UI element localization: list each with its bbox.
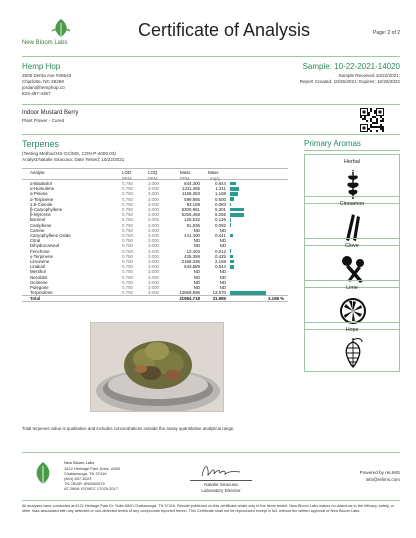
aroma-card-hops: [304, 322, 400, 372]
lab-logo: [22, 16, 102, 52]
loq-cell: 3.000: [148, 274, 159, 280]
lod-cell: 0.750: [122, 191, 133, 197]
concentration-bar: [230, 192, 238, 196]
lod-cell: 0.750: [122, 181, 133, 186]
aroma-label: Lime: [346, 285, 358, 291]
total-percent: 3.198 %: [268, 296, 285, 302]
document-title: Certificate of Analysis: [137, 20, 311, 40]
aroma-label: Herbal: [344, 159, 360, 165]
analyte-cell: Fenchone: [30, 248, 50, 254]
analyte-cell: β-Caryophyllene: [30, 207, 63, 212]
lod-cell: 0.750: [122, 186, 133, 192]
total-label: Total: [30, 296, 41, 302]
lab-accreditation: AT-2868: ISO/IEC 17025:2017: [64, 486, 118, 491]
sample-id: Sample: 10-22-2021-14020: [302, 62, 400, 71]
concentration-bar: [230, 197, 234, 201]
mass-mg-cell: 0.092: [215, 222, 226, 228]
lod-cell: 0.750: [122, 253, 133, 259]
lod-cell: 0.750: [122, 274, 133, 280]
mass-ppm-cell: ND: [193, 279, 200, 285]
mass-mg-cell: 1.311: [215, 186, 226, 192]
mass-ppm-cell: 91.836: [186, 222, 200, 228]
mass-mg-cell: 0.600: [215, 196, 226, 202]
concentration-bar: [230, 249, 231, 253]
loq-cell: 3.000: [148, 201, 159, 207]
loq-cell: 3.000: [148, 233, 159, 238]
mass-mg-cell: 5.255: [215, 212, 226, 218]
lod-cell: 0.750: [122, 222, 133, 228]
analyte-cell: Menthol: [30, 269, 46, 275]
table-header: [22, 168, 288, 180]
divider: [22, 500, 400, 501]
mass-ppm-cell: 425.369: [184, 253, 200, 259]
mass-ppm-cell: ND: [193, 285, 200, 290]
mass-ppm-cell: 441.490: [184, 233, 200, 238]
concentration-bar: [230, 208, 244, 212]
leaf-logo-icon: [50, 18, 72, 38]
mass-ppm-cell: ND: [193, 274, 200, 280]
mass-ppm-cell: 844.300: [184, 181, 200, 186]
analyte-cell: Limonene: [30, 259, 50, 264]
mass-mg-cell: 0.012: [215, 248, 226, 254]
analyte-cell: α-Pinene: [30, 191, 48, 197]
relims-email[interactable]: info@relims.com: [365, 477, 400, 482]
loq-cell: 3.000: [148, 253, 159, 259]
mass-mg-cell: ND: [219, 279, 226, 285]
analyte-cell: α-Humulene: [30, 186, 55, 192]
mass-mg-cell: 0.083: [215, 201, 226, 207]
loq-cell: 3.000: [148, 227, 159, 233]
mass-ppm-cell: 83.189: [186, 201, 200, 207]
signer-name: Natalie Siracusa: [204, 482, 238, 487]
analyte-cell: γ-Terpinene: [30, 253, 53, 259]
lab-phone: (844) 837-8223: [64, 476, 92, 481]
lab-city: Chattanooga, TN 37416: [64, 471, 107, 476]
product-type: Plant Flower - Cured: [22, 118, 65, 123]
concentration-bar: [230, 234, 233, 238]
loq-cell: 3.000: [148, 238, 159, 244]
lod-cell: 0.750: [122, 227, 133, 233]
total-mg: 31.985: [212, 296, 226, 302]
lab-address: 1612 Heritage Park Drive, A500: [64, 466, 121, 471]
loq-cell: 3.000: [148, 207, 159, 212]
mass-ppm-cell: 1311.365: [182, 186, 200, 192]
lod-cell: 0.750: [122, 238, 133, 244]
sample-photo: [90, 322, 224, 412]
mass-mg-cell: ND: [219, 243, 226, 249]
concentration-bar: [230, 218, 231, 222]
loq-cell: 3.000: [148, 269, 159, 275]
mass-mg-cell: 1.168: [215, 191, 226, 197]
signer-title: Laboratory Director: [201, 488, 241, 493]
analyte-cell: Nerolidol: [30, 274, 48, 280]
qr-code-icon[interactable]: [360, 108, 384, 132]
loq-cell: 3.000: [148, 279, 159, 285]
loq-cell: 3.000: [148, 186, 159, 192]
lod-cell: 0.750: [122, 279, 133, 285]
concentration-bar: [230, 182, 236, 186]
sample-received: Sample Received 10/22/2021;: [338, 73, 400, 78]
analyte-cell: Linalool: [30, 264, 46, 270]
loq-cell: 3.000: [148, 212, 159, 218]
lod-cell: 0.750: [122, 290, 133, 296]
col-lod: LOD: [122, 170, 132, 175]
mass-mg-cell: 0.126: [215, 217, 226, 223]
concentration-bar: [230, 213, 244, 217]
mass-ppm-cell: 13569.896: [179, 290, 200, 296]
testing-method: (Testing Method:HS-GC/MS, CON-P-4000.03): [22, 151, 116, 156]
mass-ppm-cell: ND: [193, 238, 200, 244]
concentration-bar: [230, 255, 233, 259]
report-dates: Report Created: 10/26/2021; Expires: 10/26/2022: [299, 79, 400, 84]
leaf-logo-icon: [30, 460, 56, 486]
mass-mg-cell: 2.168: [215, 259, 226, 264]
cannabis-flower-image: [91, 323, 224, 412]
col-mass-mg: Mass: [208, 170, 219, 175]
concentration-bar: [230, 223, 231, 227]
lod-cell: 0.750: [122, 264, 133, 270]
mass-mg-cell: 0.441: [215, 233, 226, 238]
lod-cell: 0.750: [122, 212, 133, 218]
client-address: 2505 Derita Ave #26543: [22, 73, 72, 78]
powered-by: Powered by reLIMS: [359, 470, 400, 475]
mass-ppm-cell: 1168.363: [182, 191, 200, 197]
analyte-cell: Carene: [30, 227, 45, 233]
lab-name: New Bloom Labs: [64, 460, 95, 465]
total-row: [22, 295, 288, 300]
mass-ppm-cell: 2168.336: [181, 259, 200, 264]
loq-cell: 3.000: [148, 290, 159, 296]
signature-line: [190, 480, 252, 481]
client-phone: 833-487-4367: [22, 91, 51, 96]
divider: [22, 104, 400, 105]
mass-mg-cell: ND: [219, 227, 226, 233]
lod-cell: 0.750: [122, 217, 133, 223]
loq-cell: 3.000: [148, 181, 159, 186]
product-name: Indoor Mustard Berry: [22, 110, 79, 116]
concentration-bar: [230, 291, 266, 295]
mass-ppm-cell: 599.865: [184, 196, 200, 202]
mass-mg-cell: 0.544: [215, 264, 226, 270]
mass-mg-cell: ND: [219, 238, 226, 244]
analyte-cell: β-Myrcene: [30, 212, 51, 218]
analyte-cell: Caryophyllene Oxide: [30, 233, 71, 238]
divider: [304, 150, 400, 151]
loq-cell: 3.000: [148, 243, 159, 249]
mass-mg-cell: ND: [219, 269, 226, 275]
disclaimer: All analyses were conducted at 6121 Heritage Park Dr, Suite A500 Chattanooga, TN 37416. Results published on this certificate relate only to the items tested. New Bloom Labs makes no claims as to the efficacy, safety, or other risks associated with any detected or non-detected levels of any compounds reported herein. This Certificate shall not be reproduced except in full, without the written approval of New Bloom Labs.: [22, 504, 395, 513]
unit-mass-ppm: PPM: [180, 175, 190, 181]
lod-cell: 0.750: [122, 269, 133, 275]
divider: [22, 452, 400, 453]
analyte-cell: Borneol: [30, 217, 46, 223]
page-number: Page: 2 of 2: [373, 30, 400, 36]
mass-mg-cell: 0.844: [215, 181, 226, 186]
analyte-cell: Citral: [30, 238, 41, 244]
loq-cell: 3.000: [148, 191, 159, 197]
loq-cell: 3.000: [148, 264, 159, 270]
loq-cell: 3.000: [148, 259, 159, 264]
total-ppm: 31984.718: [179, 296, 200, 302]
header: [22, 16, 400, 52]
concentration-bar: [230, 187, 239, 191]
mass-mg-cell: 5.301: [215, 207, 226, 212]
aroma-label: Hops: [345, 327, 359, 333]
divider: [22, 134, 400, 135]
concentration-bar: [230, 260, 234, 264]
lod-cell: 0.750: [122, 196, 133, 202]
lod-cell: 0.750: [122, 248, 133, 254]
analyte-cell: Ocimene: [30, 279, 48, 285]
logo-text: New Bloom Labs: [22, 40, 68, 46]
loq-cell: 3.000: [148, 196, 159, 202]
mass-ppm-cell: 543.589: [184, 264, 200, 270]
lod-cell: 0.750: [122, 201, 133, 207]
primary-aromas-title: Primary Aromas: [304, 139, 361, 148]
analyte-cell: Terpinolene: [30, 290, 53, 296]
analyte-cell: Pulegone: [30, 285, 49, 290]
mass-mg-cell: ND: [219, 285, 226, 290]
loq-cell: 3.000: [148, 217, 159, 223]
col-loq: LOQ: [148, 170, 158, 175]
lod-cell: 0.750: [122, 207, 133, 212]
table-bottom-rule: [22, 301, 288, 302]
concentration-bar: [230, 203, 231, 207]
terpenes-title: Terpenes: [22, 139, 60, 149]
loq-cell: 3.000: [148, 285, 159, 290]
lab-license: TN OEAR: 8N0563975: [64, 481, 105, 486]
mass-ppm-cell: 125.532: [184, 217, 200, 223]
analyte-cell: Dihydrocarveol: [30, 243, 60, 249]
aroma-label: Clove: [345, 243, 359, 249]
client-name: Hemp Hop: [22, 62, 61, 71]
mass-ppm-cell: 12.403: [186, 248, 200, 254]
analyte-cell: α-Bisabolol: [30, 181, 52, 186]
unit-lod: PPM: [122, 175, 132, 181]
hop-cone-icon: [338, 336, 368, 368]
divider: [22, 56, 400, 57]
lod-cell: 0.750: [122, 233, 133, 238]
client-city: Charlotte, NC 28269: [22, 79, 64, 84]
unit-mass-mg: mg/g: [210, 175, 220, 181]
analyte-cell: α-Terpinene: [30, 196, 54, 202]
aroma-label: Cinnamon: [339, 201, 365, 207]
mass-ppm-cell: 5300.961: [181, 207, 200, 212]
concentration-bar: [230, 265, 234, 269]
mass-mg-cell: 0.425: [215, 253, 226, 259]
mass-ppm-cell: ND: [193, 227, 200, 233]
lod-cell: 0.750: [122, 243, 133, 249]
signature-image: [198, 462, 244, 480]
analyst-info: Analyst:Natalie Siracusa; Date Tested: 10/22/2021: [22, 157, 125, 162]
mass-ppm-cell: 5255.468: [181, 212, 200, 218]
terpene-note: Total terpenes value is qualitative and includes concentrations outside the assay quantitative analytical range.: [22, 426, 235, 431]
lod-cell: 0.750: [122, 285, 133, 290]
unit-loq: PPM: [148, 175, 158, 181]
mass-mg-cell: ND: [219, 274, 226, 280]
loq-cell: 3.000: [148, 248, 159, 254]
col-analyte: Analyte: [30, 170, 45, 175]
col-mass-ppm: Mass: [180, 170, 191, 175]
mass-ppm-cell: ND: [193, 269, 200, 275]
client-email[interactable]: jordan@hemphop.co: [22, 85, 65, 90]
analyte-cell: 1,8-Cineole: [30, 201, 53, 207]
lod-cell: 0.750: [122, 259, 133, 264]
analyte-cell: Camphene: [30, 222, 52, 228]
mass-ppm-cell: ND: [193, 243, 200, 249]
loq-cell: 3.000: [148, 222, 159, 228]
mass-mg-cell: 13.570: [212, 290, 226, 296]
